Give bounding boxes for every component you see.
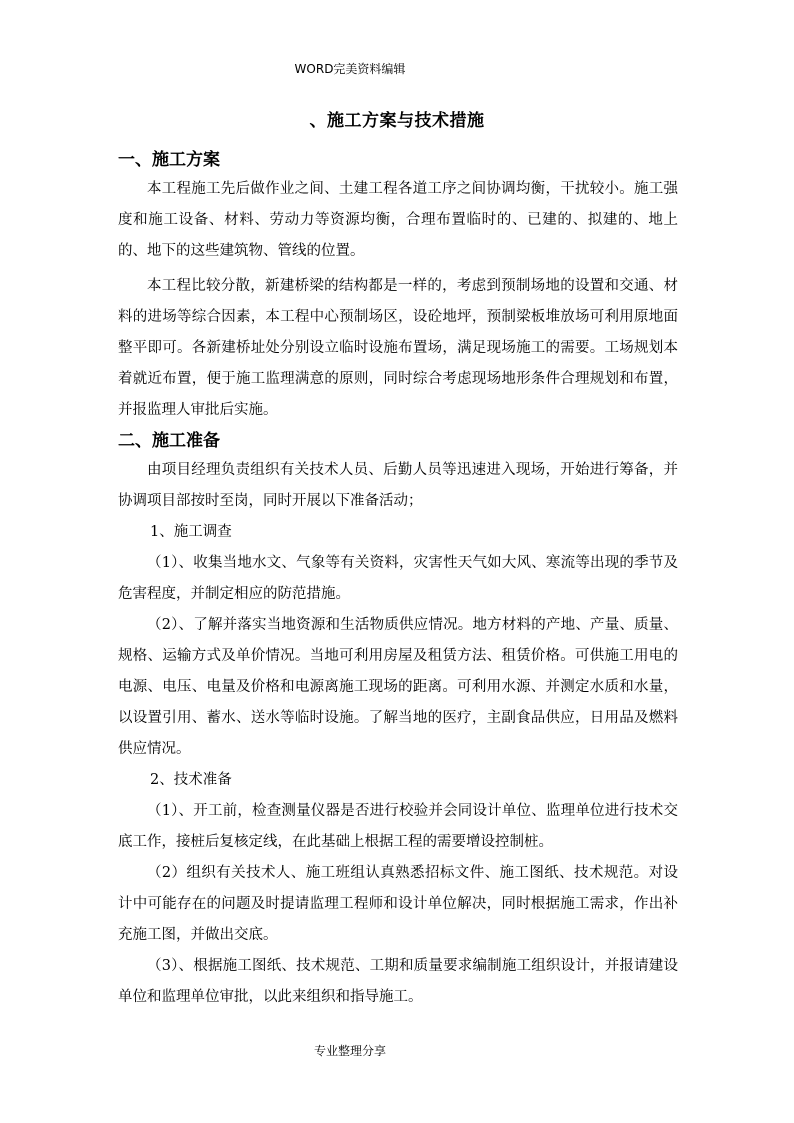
paragraph-1: 本工程施工先后做作业之间、土建工程各道工序之间协调均衡，干扰较小。施工强度和施工设备、材料、劳动力等资源均衡，合理布置临时的、已建的、拟建的、地上的、地下的这些建筑物、管线的位置。 bbox=[118, 181, 678, 259]
page-header: WORD完美资料编辑 bbox=[294, 62, 406, 76]
list-item: （2）组织有关技术人、施工班组认真熟悉招标文件、施工图纸、技术规范。对设计中可能存在的问题及时提请监理工程师和设计单位解决，同时根据施工需求，作出补充施工图，并做出交底。 bbox=[118, 865, 678, 943]
section-heading-2: 二、施工准备 bbox=[118, 431, 220, 451]
list-item: （1）、收集当地水文、气象等有关资料，灾害性天气如大风、寒流等出现的季节及危害程度，并制定相应的防范措施。 bbox=[118, 555, 678, 602]
subsection-title-1: 1、施工调查 bbox=[150, 524, 232, 540]
list-item: （1）、开工前，检查测量仪器是否进行校验并会同设计单位、监理单位进行技术交底工作，接桩后复核定线，在此基础上根据工程的需要增设控制桩。 bbox=[118, 803, 678, 850]
subsection-title-2: 2、技术准备 bbox=[150, 772, 232, 788]
document-title: 、施工方案与技术措施 bbox=[309, 111, 485, 131]
section-heading-1: 一、施工方案 bbox=[118, 150, 220, 170]
page-footer: 专业整理分享 bbox=[313, 1044, 386, 1058]
paragraph-2: 本工程比较分散，新建桥梁的结构都是一样的，考虑到预制场地的设置和交通、材料的进场等综合因素，本工程中心预制场区，设砼地坪，预制梁板堆放场可利用原地面整平即可。各新建桥址处分别设立临时设施布置场，满足现场施工的需要。工场规划本着就近布置，便于施工监理满意的原则，同时综合考虑现场地形条件合理规划和布置，并报监理人审批后实施。 bbox=[118, 278, 678, 418]
list-item: （2）、了解并落实当地资源和生活物质供应情况。地方材料的产地、产量、质量、规格、运输方式及单价情况。当地可利用房屋及租赁方法、租赁价格。可供施工用电的电源、电压、电量及价格和电源离施工现场的距离。可利用水源、并测定水质和水量，以设置引用、蓄水、送水等临时设施。了解当地的医疗，主副食品供应，日用品及燃料供应情况。 bbox=[118, 617, 678, 757]
document-body bbox=[118, 146, 678, 1013]
list-item: （3）、根据施工图纸、技术规范、工期和质量要求编制施工组织设计，并报请建设单位和监理单位审批，以此来组织和指导施工。 bbox=[118, 958, 678, 1005]
paragraph-intro: 由项目经理负责组织有关技术人员、后勤人员等迅速进入现场，开始进行筹备，并协调项目部按时至岗，同时开展以下准备活动； bbox=[118, 462, 678, 509]
